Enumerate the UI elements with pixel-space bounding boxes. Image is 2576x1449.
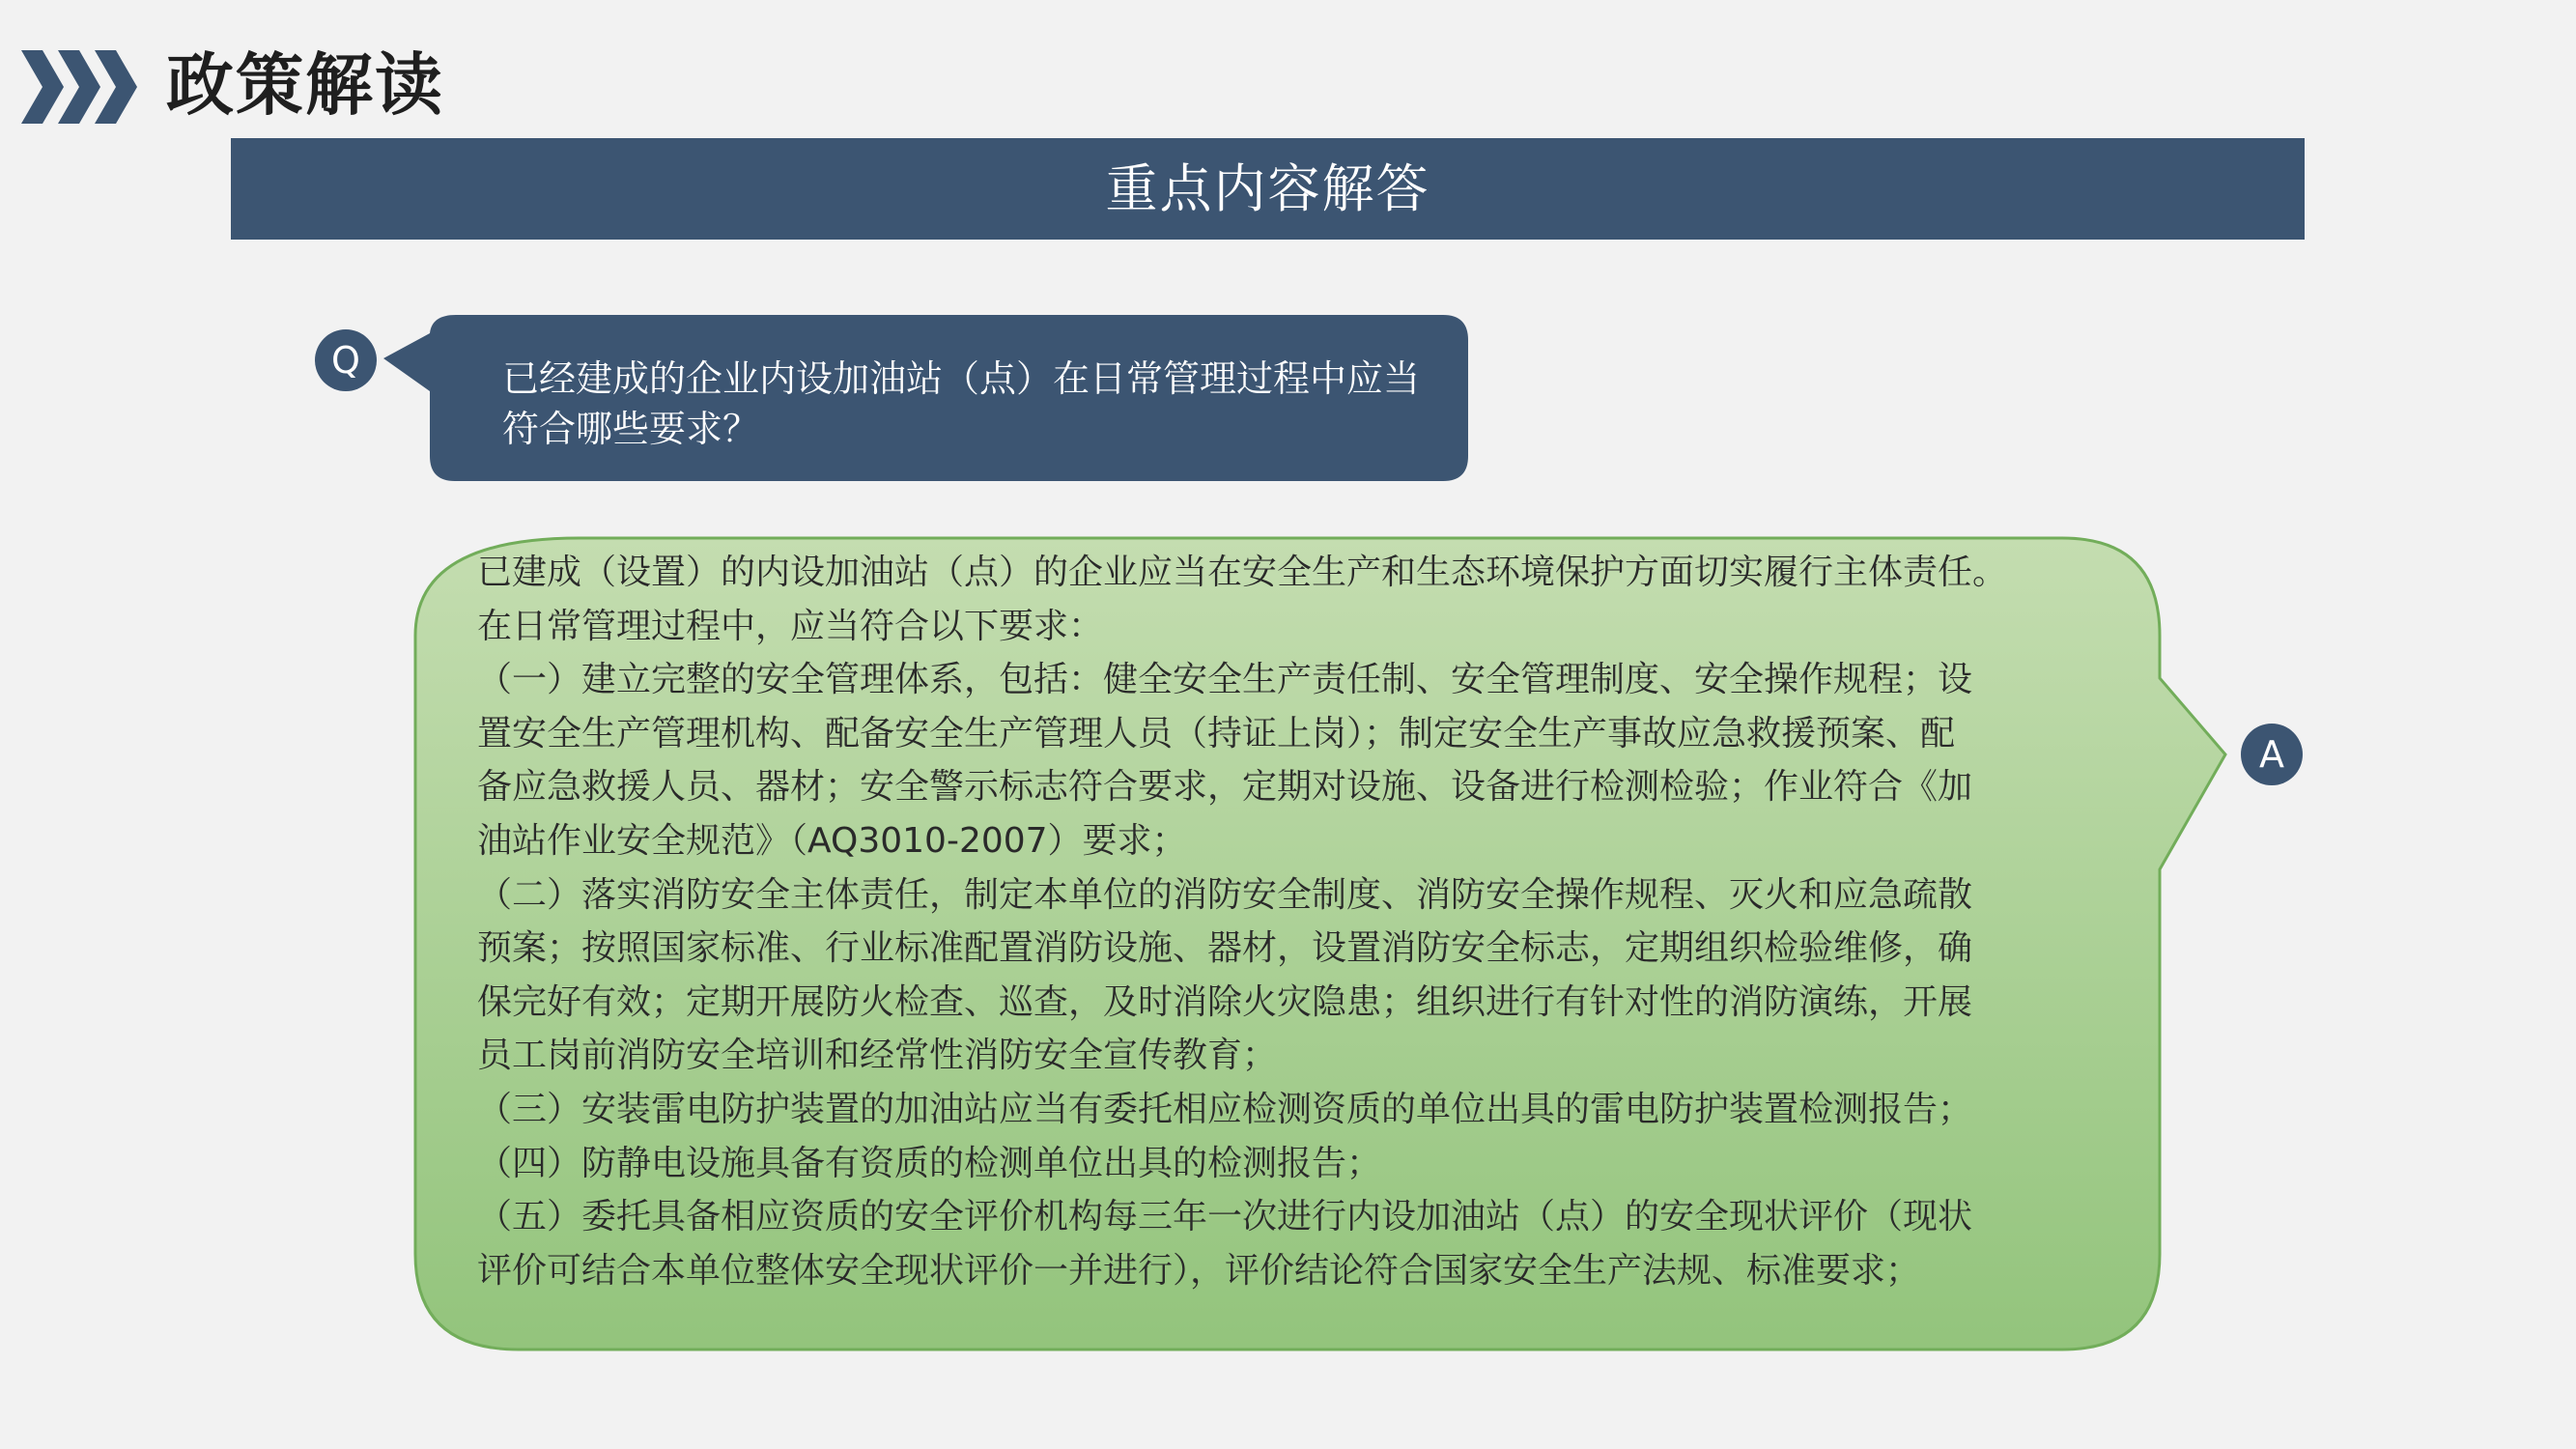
answer-line: 油站作业安全规范》（AQ3010-2007）要求； [477, 820, 1187, 861]
section-banner: 重点内容解答 [231, 138, 2305, 240]
answer-line: （五）委托具备相应资质的安全评价机构每三年一次进行内设加油站（点）的安全现状评价（现状 [477, 1197, 1973, 1237]
answer-line: 已建成（设置）的内设加油站（点）的企业应当在安全生产和生态环境保护方面切实履行主体责任。 [477, 553, 2008, 592]
answer-text [477, 546, 2119, 1297]
answer-line: （三）安装雷电防护装置的加油站应当有委托相应检测资质的单位出具的雷电防护装置检测报告； [477, 1089, 1973, 1129]
answer-line: 评价可结合本单位整体安全现状评价一并进行），评价结论符合国家安全生产法规、标准要求； [477, 1250, 1921, 1291]
answer-line: （一）建立完整的安全管理体系，包括：健全安全生产责任制、安全管理制度、安全操作规程；设 [477, 660, 1973, 700]
question-badge: Q [315, 329, 377, 391]
answer-line: 预案；按照国家标准、行业标准配置消防设施、器材，设置消防安全标志，定期组织检验维修，确 [477, 928, 1973, 969]
answer-line: 员工岗前消防安全培训和经常性消防安全宣传教育； [477, 1036, 1278, 1076]
answer-line: 置安全生产管理机构、配备安全生产管理人员（持证上岗）；制定安全生产事故应急救援预案、配 [477, 713, 1956, 753]
answer-line: （四）防静电设施具备有资质的检测单位出具的检测报告； [477, 1143, 1382, 1183]
answer-line: 保完好有效；定期开展防火检查、巡查，及时消除火灾隐患；组织进行有针对性的消防演练，开展 [477, 981, 1973, 1022]
answer-badge: A [2241, 724, 2303, 785]
page-title: 政策解读 [166, 45, 444, 125]
question-line: 符合哪些要求？ [502, 408, 760, 450]
question-text [502, 354, 1468, 454]
answer-line: （二）落实消防安全主体责任，制定本单位的消防安全制度、消防安全操作规程、灭火和应急疏散 [477, 874, 1973, 915]
answer-line: 在日常管理过程中，应当符合以下要求： [477, 606, 1104, 646]
answer-line: 备应急救援人员、器材；安全警示标志符合要求，定期对设施、设备进行检测检验；作业符合《加 [477, 767, 1973, 808]
question-line: 已经建成的企业内设加油站（点）在日常管理过程中应当 [502, 357, 1421, 400]
